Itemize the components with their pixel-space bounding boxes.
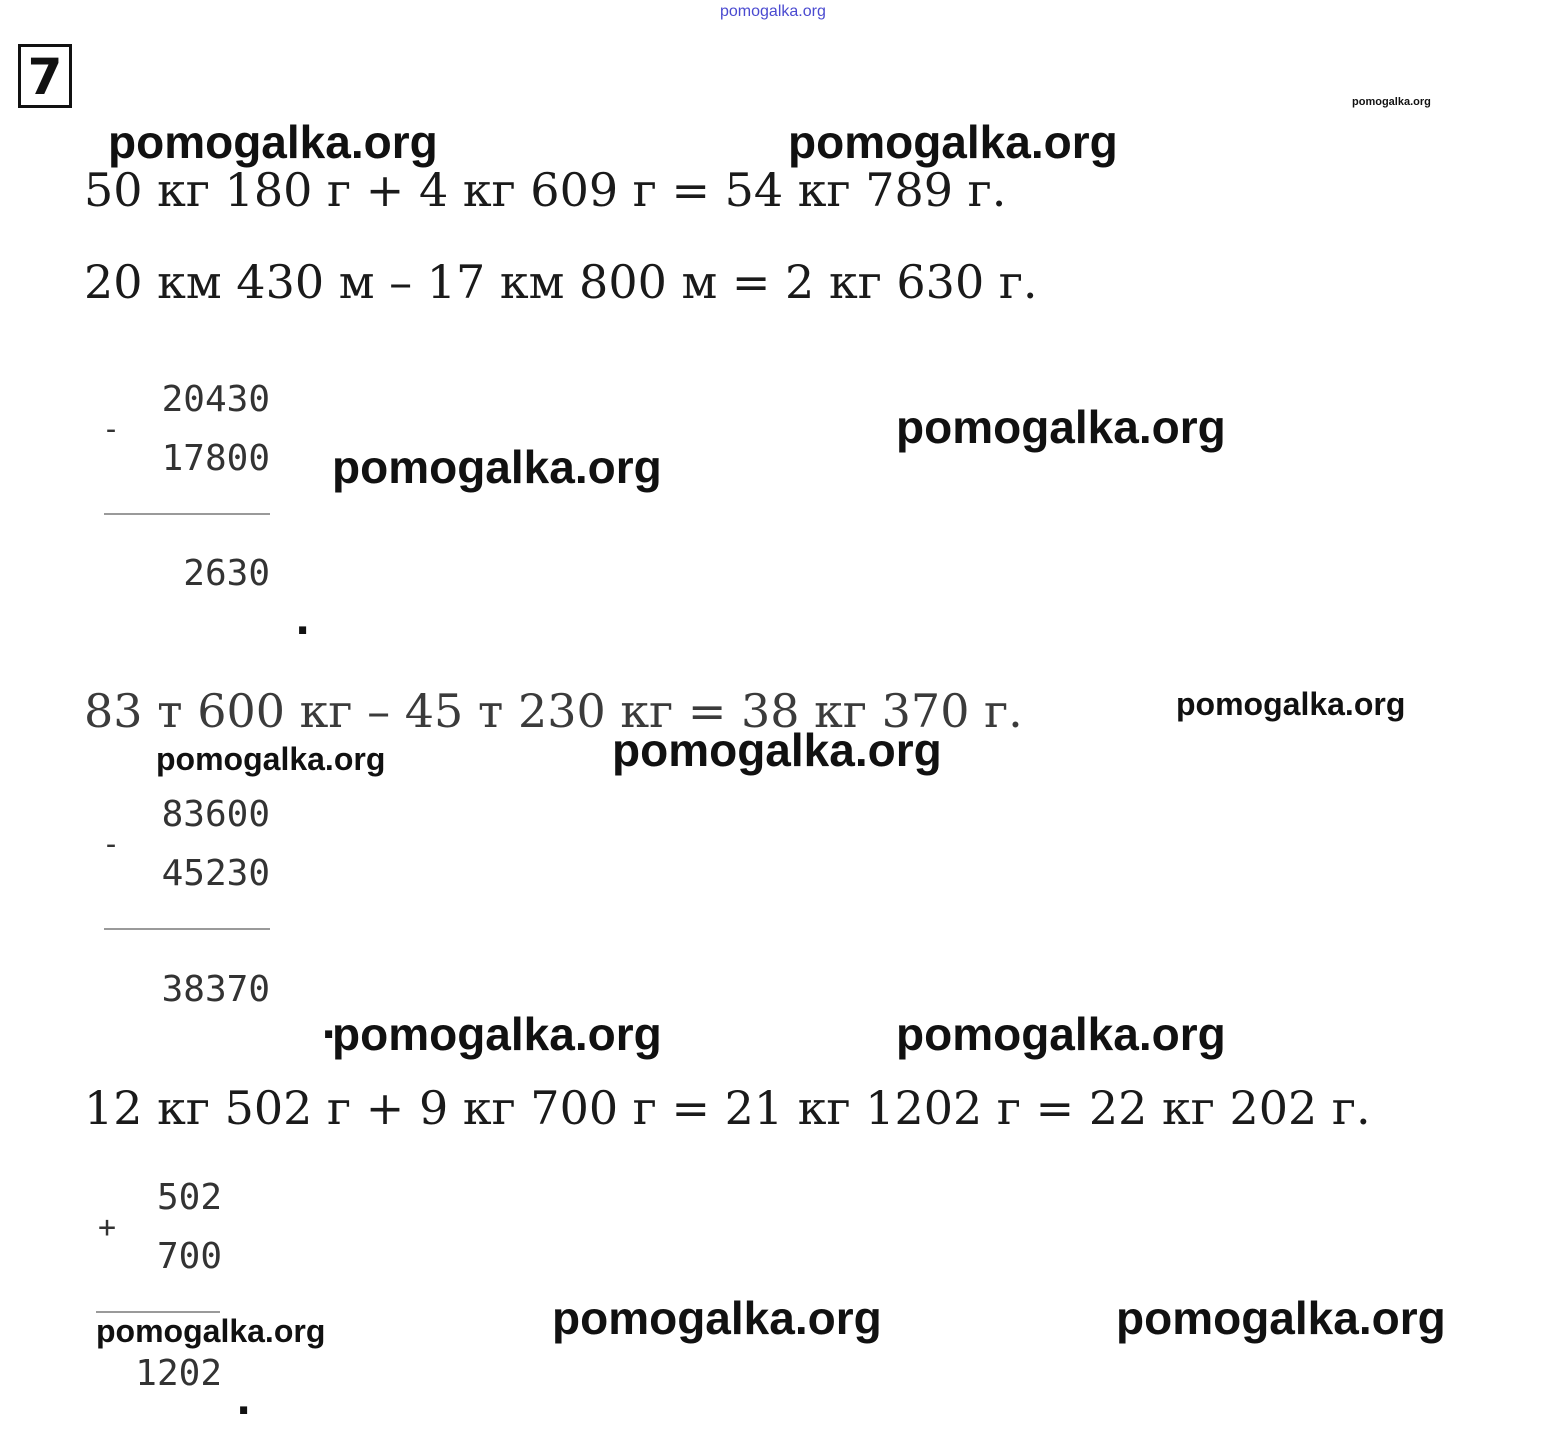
column-2-result: 38370 <box>161 969 270 1010</box>
column-2-top: 83600 <box>161 794 270 835</box>
watermark-6: pomogalka.org <box>612 724 942 776</box>
watermark-top: pomogalka.org <box>720 3 826 20</box>
column-2-bottom: 45230 <box>161 853 270 894</box>
column-2-rule <box>104 928 270 930</box>
column-1-bottom: 17800 <box>161 438 270 479</box>
column-1-top: 20430 <box>161 379 270 420</box>
equation-4: 12 кг 502 г + 9 кг 700 г = 21 кг 1202 г = 22 кг 202 г. <box>84 1081 1371 1135</box>
column-3-bottom: 700 <box>156 1236 222 1277</box>
watermark-9: pomogalka.org <box>896 1008 1226 1060</box>
watermark-1: pomogalka.org <box>108 116 438 168</box>
column-1-sign: - <box>102 412 121 447</box>
dot-1: . <box>295 598 311 644</box>
equation-2: 20 км 430 м – 17 км 800 м = 2 кг 630 г. <box>84 255 1038 309</box>
column-1-result: 2630 <box>183 553 270 594</box>
column-3-sign: + <box>98 1210 117 1245</box>
watermark-10: pomogalka.org <box>96 1313 326 1349</box>
watermark-7: pomogalka.org <box>156 741 386 777</box>
watermark-12: pomogalka.org <box>1116 1292 1446 1344</box>
column-2-sign: - <box>102 827 121 862</box>
task-number-box: 7 <box>18 44 72 108</box>
column-3-top: 502 <box>156 1177 222 1218</box>
equation-3: 83 т 600 кг – 45 т 230 кг = 38 кг 370 г. <box>84 684 1023 738</box>
column-1-rule <box>104 513 270 515</box>
dot-2: . <box>321 1002 337 1048</box>
watermark-8: pomogalka.org <box>332 1008 662 1060</box>
watermark-3: pomogalka.org <box>896 401 1226 453</box>
column-3-result: 1202 <box>135 1353 222 1394</box>
watermark-5: pomogalka.org <box>1176 686 1406 722</box>
equation-1: 50 кг 180 г + 4 кг 609 г = 54 кг 789 г. <box>84 163 1007 217</box>
watermark-11: pomogalka.org <box>552 1292 882 1344</box>
dot-3: . <box>236 1378 252 1424</box>
watermark-2: pomogalka.org <box>788 116 1118 168</box>
watermark-4: pomogalka.org <box>332 441 662 493</box>
watermark-small: pomogalka.org <box>1352 96 1431 108</box>
